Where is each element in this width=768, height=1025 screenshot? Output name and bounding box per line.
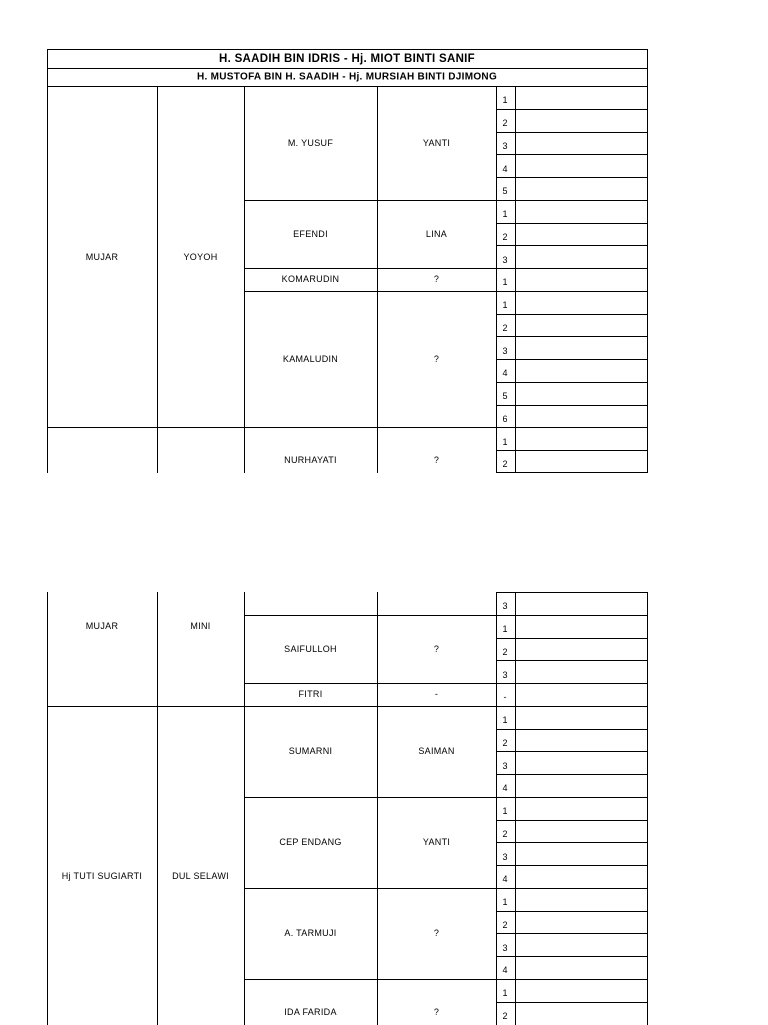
grid-line	[496, 592, 648, 593]
grandchild-number: 2	[502, 646, 508, 657]
grid-line	[647, 49, 648, 87]
grandchild-number: 4	[502, 965, 508, 976]
grandchild-number: 2	[502, 919, 508, 930]
child-spouse: ?	[433, 274, 440, 285]
grid-line	[244, 291, 497, 292]
grandchild-number: 4	[502, 368, 508, 379]
child-spouse: -	[434, 689, 439, 700]
grandchild-number: 3	[502, 760, 508, 771]
grid-line	[496, 774, 648, 775]
grid-line	[157, 592, 158, 1025]
grandchild-number: 2	[502, 459, 508, 470]
grid-line	[496, 359, 648, 360]
grid-line	[47, 592, 48, 1025]
child-name: IDA FARIDA	[284, 1007, 337, 1017]
grandchild-number: 4	[502, 874, 508, 885]
grid-line	[244, 200, 497, 201]
grid-line	[496, 706, 648, 707]
grandchild-number: 1	[502, 277, 508, 288]
grid-line	[244, 888, 497, 889]
spouse-head-name: MINI	[190, 621, 211, 631]
grandchild-number: 3	[502, 140, 508, 151]
child-name: M. YUSUF	[287, 137, 334, 148]
grid-line	[496, 336, 648, 337]
grandchild-number: 2	[502, 231, 508, 242]
grid-line	[515, 592, 516, 1025]
grandchild-number: 1	[502, 300, 508, 311]
grid-line	[496, 223, 648, 224]
grandchild-number: -	[503, 692, 507, 703]
grid-line	[496, 729, 648, 730]
grid-line	[244, 268, 497, 269]
grid-line	[496, 956, 648, 957]
grandchild-number: 3	[502, 254, 508, 265]
grid-line	[496, 291, 648, 292]
grid-line	[244, 683, 497, 684]
grandchild-number: 5	[502, 391, 508, 402]
grid-line	[496, 797, 648, 798]
child-spouse: YANTI	[422, 837, 451, 848]
grandchild-number: 1	[502, 988, 508, 999]
grid-line	[496, 820, 648, 821]
grandchild-number: 2	[502, 828, 508, 839]
spouse-head-name: DUL SELAWI	[172, 871, 229, 881]
grid-line	[647, 592, 648, 1025]
grid-line	[496, 751, 648, 752]
grid-line	[496, 450, 648, 451]
child-spouse: ?	[433, 1007, 440, 1017]
grandchild-number: 6	[502, 413, 508, 424]
grid-line	[496, 638, 648, 639]
grandchild-number: 1	[502, 209, 508, 220]
child-spouse: ?	[433, 354, 440, 364]
grid-line	[496, 865, 648, 866]
grid-line	[496, 200, 648, 201]
grid-line	[244, 592, 245, 1025]
child-name: CEP ENDANG	[279, 837, 342, 848]
grid-line	[496, 314, 648, 315]
grid-line	[496, 683, 648, 684]
child-name: NURHAYATI	[284, 455, 337, 465]
child-spouse: ?	[433, 643, 440, 654]
grandchild-number: 3	[502, 601, 508, 612]
grid-line	[496, 382, 648, 383]
grandchild-number: 1	[502, 95, 508, 106]
grid-line	[496, 405, 648, 406]
spouse-head-name: YOYOH	[183, 251, 218, 262]
document-title: H. SAADIH BIN IDRIS - Hj. MIOT BINTI SANIF	[218, 53, 476, 65]
grandchild-number: 3	[502, 669, 508, 680]
grandchild-number: 1	[502, 806, 508, 817]
document-subtitle: H. MUSTOFA BIN H. SAADIH - Hj. MURSIAH BINTI DJIMONG	[196, 71, 498, 83]
grid-line	[496, 979, 648, 980]
grandchild-number: 2	[502, 118, 508, 129]
family-head-name: MUJAR	[85, 621, 119, 631]
grid-line	[496, 427, 648, 428]
grid-line	[496, 911, 648, 912]
grid-line	[47, 706, 497, 707]
child-name: EFENDI	[293, 228, 328, 239]
child-name: SUMARNI	[288, 746, 333, 757]
grid-line	[496, 268, 648, 269]
grandchild-number: 2	[502, 1010, 508, 1021]
grid-line	[496, 615, 648, 616]
family-head-name: Hj TUTI SUGIARTI	[61, 871, 143, 881]
grid-line	[496, 86, 497, 473]
grandchild-number: 4	[502, 783, 508, 794]
grandchild-number: 4	[502, 163, 508, 174]
child-spouse: SAIMAN	[418, 746, 455, 757]
grid-line	[47, 49, 48, 87]
grid-line	[244, 797, 497, 798]
grid-line	[244, 979, 497, 980]
child-name: A. TARMUJI	[284, 928, 337, 939]
child-spouse: ?	[433, 455, 440, 465]
child-name: FITRI	[298, 689, 323, 700]
grandchild-number: 5	[502, 186, 508, 197]
grid-line	[244, 86, 245, 473]
grid-line	[496, 472, 648, 473]
child-spouse: ?	[433, 928, 440, 939]
grid-line	[515, 86, 516, 473]
grandchild-number: 3	[502, 345, 508, 356]
grid-line	[496, 842, 648, 843]
grid-line	[47, 49, 648, 50]
child-spouse: LINA	[425, 228, 448, 239]
child-name: KAMALUDIN	[282, 354, 339, 364]
family-head-name: MUJAR	[85, 251, 119, 262]
grid-line	[496, 592, 497, 1025]
grid-line	[496, 245, 648, 246]
grid-line	[496, 86, 648, 87]
grid-line	[496, 109, 648, 110]
grandchild-number: 1	[502, 436, 508, 447]
grid-line	[496, 177, 648, 178]
grid-line	[377, 86, 378, 473]
grandchild-number: 1	[502, 715, 508, 726]
grid-line	[496, 132, 648, 133]
grandchild-number: 3	[502, 851, 508, 862]
grandchild-number: 3	[502, 942, 508, 953]
grid-line	[496, 154, 648, 155]
child-name: KOMARUDIN	[281, 274, 340, 285]
grid-line	[496, 933, 648, 934]
grandchild-number: 2	[502, 737, 508, 748]
grid-line	[157, 86, 158, 473]
grid-line	[244, 615, 497, 616]
grid-line	[647, 86, 648, 473]
grid-line	[377, 592, 378, 1025]
grid-line	[496, 888, 648, 889]
grid-line	[47, 86, 48, 473]
grandchild-number: 2	[502, 322, 508, 333]
grid-line	[47, 427, 497, 428]
child-name: SAIFULLOH	[284, 643, 337, 654]
grid-line	[496, 660, 648, 661]
grid-line	[496, 1002, 648, 1003]
grandchild-number: 1	[502, 624, 508, 635]
grid-line	[47, 68, 648, 69]
grandchild-number: 1	[502, 897, 508, 908]
child-spouse: YANTI	[422, 137, 451, 148]
